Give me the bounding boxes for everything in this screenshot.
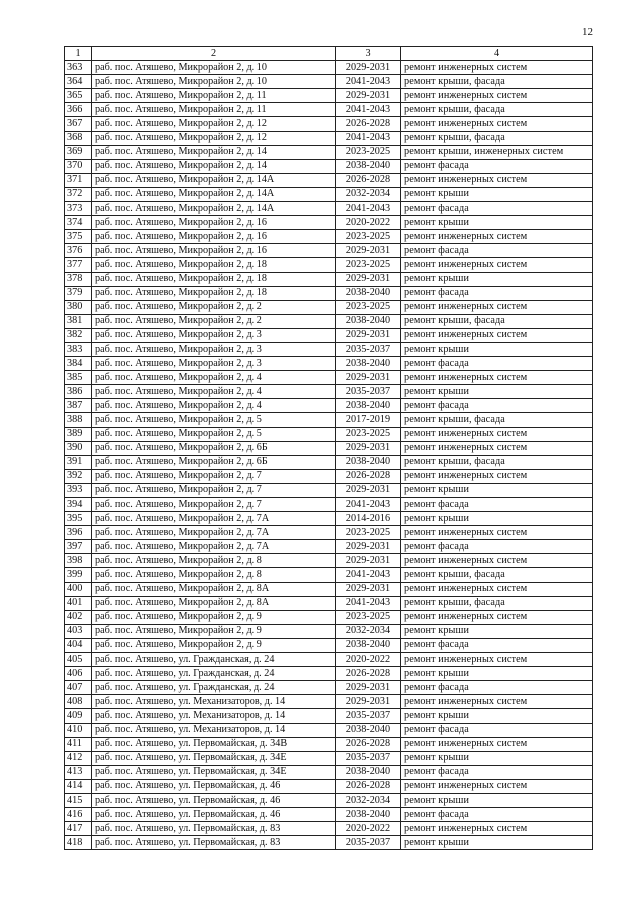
work-type-cell: ремонт инженерных систем — [401, 427, 593, 441]
address-cell: раб. пос. Атяшево, ул. Механизаторов, д. 14 — [92, 695, 336, 709]
address-cell: раб. пос. Атяшево, Микрорайон 2, д. 16 — [92, 216, 336, 230]
table-row — [65, 173, 593, 187]
address-cell: раб. пос. Атяшево, Микрорайон 2, д. 12 — [92, 131, 336, 145]
row-number-cell: 376 — [65, 244, 92, 258]
period-cell: 2038-2040 — [336, 808, 401, 822]
row-number-cell: 407 — [65, 681, 92, 695]
period-cell: 2023-2025 — [336, 258, 401, 272]
row-number-cell: 388 — [65, 413, 92, 427]
table-row — [65, 357, 593, 371]
period-cell: 2029-2031 — [336, 61, 401, 75]
address-cell: раб. пос. Атяшево, Микрорайон 2, д. 16 — [92, 230, 336, 244]
period-cell: 2041-2043 — [336, 498, 401, 512]
address-cell: раб. пос. Атяшево, Микрорайон 2, д. 14 — [92, 145, 336, 159]
period-cell: 2023-2025 — [336, 145, 401, 159]
period-cell: 2029-2031 — [336, 540, 401, 554]
row-number-cell: 401 — [65, 596, 92, 610]
period-cell: 2020-2022 — [336, 216, 401, 230]
work-type-cell: ремонт крыши — [401, 342, 593, 356]
work-type-cell: ремонт крыши, инженерных систем — [401, 145, 593, 159]
row-number-cell: 409 — [65, 709, 92, 723]
period-cell: 2023-2025 — [336, 300, 401, 314]
address-cell: раб. пос. Атяшево, Микрорайон 2, д. 11 — [92, 89, 336, 103]
work-type-cell: ремонт фасада — [401, 244, 593, 258]
period-cell: 2029-2031 — [336, 328, 401, 342]
address-cell: раб. пос. Атяшево, Микрорайон 2, д. 10 — [92, 61, 336, 75]
work-type-cell: ремонт инженерных систем — [401, 328, 593, 342]
address-cell: раб. пос. Атяшево, Микрорайон 2, д. 14А — [92, 202, 336, 216]
address-cell: раб. пос. Атяшево, ул. Механизаторов, д. 14 — [92, 723, 336, 737]
work-type-cell: ремонт крыши, фасада — [401, 314, 593, 328]
row-number-cell: 418 — [65, 836, 92, 850]
address-cell: раб. пос. Атяшево, Микрорайон 2, д. 7А — [92, 526, 336, 540]
address-cell: раб. пос. Атяшево, Микрорайон 2, д. 7 — [92, 498, 336, 512]
table-row — [65, 751, 593, 765]
period-cell: 2038-2040 — [336, 399, 401, 413]
address-cell: раб. пос. Атяшево, Микрорайон 2, д. 4 — [92, 385, 336, 399]
address-cell: раб. пос. Атяшево, Микрорайон 2, д. 18 — [92, 272, 336, 286]
row-number-cell: 385 — [65, 371, 92, 385]
row-number-cell: 387 — [65, 399, 92, 413]
table-row — [65, 667, 593, 681]
address-cell: раб. пос. Атяшево, Микрорайон 2, д. 14 — [92, 159, 336, 173]
address-cell: раб. пос. Атяшево, Микрорайон 2, д. 8 — [92, 554, 336, 568]
table-row — [65, 399, 593, 413]
row-number-cell: 365 — [65, 89, 92, 103]
table-row — [65, 681, 593, 695]
row-number-cell: 415 — [65, 793, 92, 807]
work-type-cell: ремонт фасада — [401, 723, 593, 737]
period-cell: 2029-2031 — [336, 272, 401, 286]
period-cell: 2029-2031 — [336, 441, 401, 455]
table-header-row — [65, 47, 593, 61]
row-number-cell: 398 — [65, 554, 92, 568]
work-type-cell: ремонт крыши — [401, 272, 593, 286]
period-cell: 2017-2019 — [336, 413, 401, 427]
address-cell: раб. пос. Атяшево, Микрорайон 2, д. 16 — [92, 244, 336, 258]
period-cell: 2035-2037 — [336, 342, 401, 356]
work-type-cell: ремонт фасада — [401, 638, 593, 652]
table-row — [65, 836, 593, 850]
period-cell: 2032-2034 — [336, 187, 401, 201]
address-cell: раб. пос. Атяшево, Микрорайон 2, д. 8А — [92, 596, 336, 610]
period-cell: 2029-2031 — [336, 371, 401, 385]
period-cell: 2014-2016 — [336, 512, 401, 526]
period-cell: 2029-2031 — [336, 244, 401, 258]
address-cell: раб. пос. Атяшево, Микрорайон 2, д. 3 — [92, 342, 336, 356]
row-number-cell: 380 — [65, 300, 92, 314]
period-cell: 2029-2031 — [336, 681, 401, 695]
address-cell: раб. пос. Атяшево, ул. Первомайская, д. 34Е — [92, 751, 336, 765]
work-type-cell: ремонт фасада — [401, 202, 593, 216]
table-row — [65, 822, 593, 836]
address-cell: раб. пос. Атяшево, Микрорайон 2, д. 7А — [92, 512, 336, 526]
row-number-cell: 399 — [65, 568, 92, 582]
table-row — [65, 526, 593, 540]
address-cell: раб. пос. Атяшево, Микрорайон 2, д. 7 — [92, 483, 336, 497]
header-col-period: 3 — [336, 47, 401, 61]
address-cell: раб. пос. Атяшево, Микрорайон 2, д. 11 — [92, 103, 336, 117]
table-row — [65, 328, 593, 342]
table-row — [65, 202, 593, 216]
row-number-cell: 397 — [65, 540, 92, 554]
period-cell: 2026-2028 — [336, 117, 401, 131]
row-number-cell: 372 — [65, 187, 92, 201]
table-row — [65, 413, 593, 427]
work-type-cell: ремонт инженерных систем — [401, 173, 593, 187]
row-number-cell: 369 — [65, 145, 92, 159]
row-number-cell: 410 — [65, 723, 92, 737]
address-cell: раб. пос. Атяшево, Микрорайон 2, д. 7 — [92, 469, 336, 483]
row-number-cell: 368 — [65, 131, 92, 145]
address-cell: раб. пос. Атяшево, Микрорайон 2, д. 5 — [92, 427, 336, 441]
period-cell: 2038-2040 — [336, 638, 401, 652]
address-cell: раб. пос. Атяшево, Микрорайон 2, д. 9 — [92, 610, 336, 624]
row-number-cell: 370 — [65, 159, 92, 173]
table-row — [65, 314, 593, 328]
table-row — [65, 808, 593, 822]
table-row — [65, 624, 593, 638]
table-row — [65, 61, 593, 75]
period-cell: 2026-2028 — [336, 667, 401, 681]
row-number-cell: 413 — [65, 765, 92, 779]
address-cell: раб. пос. Атяшево, ул. Гражданская, д. 24 — [92, 681, 336, 695]
table-row — [65, 244, 593, 258]
address-cell: раб. пос. Атяшево, Микрорайон 2, д. 18 — [92, 286, 336, 300]
work-type-cell: ремонт инженерных систем — [401, 258, 593, 272]
address-cell: раб. пос. Атяшево, Микрорайон 2, д. 9 — [92, 624, 336, 638]
table-row — [65, 441, 593, 455]
table-row — [65, 342, 593, 356]
table-row — [65, 258, 593, 272]
row-number-cell: 417 — [65, 822, 92, 836]
period-cell: 2023-2025 — [336, 526, 401, 540]
period-cell: 2035-2037 — [336, 385, 401, 399]
row-number-cell: 367 — [65, 117, 92, 131]
address-cell: раб. пос. Атяшево, ул. Первомайская, д. 34В — [92, 737, 336, 751]
address-cell: раб. пос. Атяшево, Микрорайон 2, д. 8 — [92, 568, 336, 582]
work-type-cell: ремонт инженерных систем — [401, 61, 593, 75]
work-type-cell: ремонт крыши — [401, 483, 593, 497]
page-number: 12 — [582, 26, 593, 38]
work-type-cell: ремонт крыши, фасада — [401, 455, 593, 469]
address-cell: раб. пос. Атяшево, ул. Механизаторов, д. 14 — [92, 709, 336, 723]
work-type-cell: ремонт крыши, фасада — [401, 131, 593, 145]
period-cell: 2038-2040 — [336, 314, 401, 328]
address-cell: раб. пос. Атяшево, Микрорайон 2, д. 6Б — [92, 455, 336, 469]
table-row — [65, 159, 593, 173]
table-row — [65, 596, 593, 610]
address-cell: раб. пос. Атяшево, Микрорайон 2, д. 3 — [92, 328, 336, 342]
table-row — [65, 89, 593, 103]
row-number-cell: 386 — [65, 385, 92, 399]
table-row — [65, 638, 593, 652]
row-number-cell: 402 — [65, 610, 92, 624]
address-cell: раб. пос. Атяшево, Микрорайон 2, д. 4 — [92, 371, 336, 385]
work-type-cell: ремонт крыши — [401, 187, 593, 201]
work-type-cell: ремонт инженерных систем — [401, 695, 593, 709]
work-type-cell: ремонт фасада — [401, 498, 593, 512]
address-cell: раб. пос. Атяшево, ул. Гражданская, д. 24 — [92, 667, 336, 681]
work-type-cell: ремонт фасада — [401, 808, 593, 822]
period-cell: 2038-2040 — [336, 765, 401, 779]
table-row — [65, 103, 593, 117]
work-type-cell: ремонт фасада — [401, 681, 593, 695]
work-type-cell: ремонт крыши — [401, 512, 593, 526]
row-number-cell: 392 — [65, 469, 92, 483]
address-cell: раб. пос. Атяшево, Микрорайон 2, д. 4 — [92, 399, 336, 413]
table-row — [65, 117, 593, 131]
address-cell: раб. пос. Атяшево, ул. Первомайская, д. 46 — [92, 808, 336, 822]
table-row — [65, 385, 593, 399]
row-number-cell: 377 — [65, 258, 92, 272]
table-row — [65, 469, 593, 483]
row-number-cell: 405 — [65, 653, 92, 667]
period-cell: 2041-2043 — [336, 103, 401, 117]
period-cell: 2029-2031 — [336, 554, 401, 568]
period-cell: 2026-2028 — [336, 173, 401, 187]
row-number-cell: 378 — [65, 272, 92, 286]
address-cell: раб. пос. Атяшево, ул. Первомайская, д. 83 — [92, 836, 336, 850]
row-number-cell: 391 — [65, 455, 92, 469]
work-type-cell: ремонт инженерных систем — [401, 230, 593, 244]
row-number-cell: 404 — [65, 638, 92, 652]
period-cell: 2038-2040 — [336, 159, 401, 173]
period-cell: 2041-2043 — [336, 131, 401, 145]
table-row — [65, 427, 593, 441]
period-cell: 2026-2028 — [336, 469, 401, 483]
address-cell: раб. пос. Атяшево, Микрорайон 2, д. 9 — [92, 638, 336, 652]
row-number-cell: 403 — [65, 624, 92, 638]
period-cell: 2041-2043 — [336, 75, 401, 89]
table-row — [65, 723, 593, 737]
work-type-cell: ремонт инженерных систем — [401, 554, 593, 568]
table-row — [65, 483, 593, 497]
table-body — [65, 61, 593, 850]
header-col-work: 4 — [401, 47, 593, 61]
table-row — [65, 286, 593, 300]
row-number-cell: 408 — [65, 695, 92, 709]
row-number-cell: 412 — [65, 751, 92, 765]
work-type-cell: ремонт инженерных систем — [401, 610, 593, 624]
table-row — [65, 75, 593, 89]
period-cell: 2041-2043 — [336, 202, 401, 216]
address-cell: раб. пос. Атяшево, Микрорайон 2, д. 7А — [92, 540, 336, 554]
period-cell: 2035-2037 — [336, 836, 401, 850]
address-cell: раб. пос. Атяшево, Микрорайон 2, д. 6Б — [92, 441, 336, 455]
work-type-cell: ремонт фасада — [401, 540, 593, 554]
work-type-cell: ремонт инженерных систем — [401, 89, 593, 103]
table-row — [65, 582, 593, 596]
address-cell: раб. пос. Атяшево, Микрорайон 2, д. 2 — [92, 300, 336, 314]
work-type-cell: ремонт инженерных систем — [401, 469, 593, 483]
period-cell: 2029-2031 — [336, 695, 401, 709]
period-cell: 2023-2025 — [336, 610, 401, 624]
address-cell: раб. пос. Атяшево, Микрорайон 2, д. 14А — [92, 187, 336, 201]
work-type-cell: ремонт инженерных систем — [401, 117, 593, 131]
work-type-cell: ремонт крыши — [401, 624, 593, 638]
table-row — [65, 610, 593, 624]
row-number-cell: 371 — [65, 173, 92, 187]
row-number-cell: 395 — [65, 512, 92, 526]
document-table — [64, 46, 593, 850]
work-type-cell: ремонт крыши, фасада — [401, 75, 593, 89]
work-type-cell: ремонт инженерных систем — [401, 822, 593, 836]
work-type-cell: ремонт фасада — [401, 357, 593, 371]
work-type-cell: ремонт инженерных систем — [401, 779, 593, 793]
row-number-cell: 366 — [65, 103, 92, 117]
work-type-cell: ремонт крыши — [401, 793, 593, 807]
table-row — [65, 709, 593, 723]
table-row — [65, 131, 593, 145]
table-row — [65, 554, 593, 568]
work-type-cell: ремонт крыши, фасада — [401, 596, 593, 610]
work-type-cell: ремонт крыши, фасада — [401, 413, 593, 427]
work-type-cell: ремонт инженерных систем — [401, 653, 593, 667]
table-row — [65, 568, 593, 582]
work-type-cell: ремонт инженерных систем — [401, 371, 593, 385]
address-cell: раб. пос. Атяшево, Микрорайон 2, д. 12 — [92, 117, 336, 131]
row-number-cell: 381 — [65, 314, 92, 328]
row-number-cell: 400 — [65, 582, 92, 596]
work-type-cell: ремонт инженерных систем — [401, 737, 593, 751]
work-type-cell: ремонт крыши — [401, 709, 593, 723]
header-col-number: 1 — [65, 47, 92, 61]
period-cell: 2041-2043 — [336, 596, 401, 610]
address-cell: раб. пос. Атяшево, Микрорайон 2, д. 14А — [92, 173, 336, 187]
work-type-cell: ремонт инженерных систем — [401, 582, 593, 596]
table-row — [65, 793, 593, 807]
table-row — [65, 455, 593, 469]
address-cell: раб. пос. Атяшево, Микрорайон 2, д. 3 — [92, 357, 336, 371]
row-number-cell: 396 — [65, 526, 92, 540]
work-type-cell: ремонт инженерных систем — [401, 526, 593, 540]
row-number-cell: 390 — [65, 441, 92, 455]
address-cell: раб. пос. Атяшево, Микрорайон 2, д. 8А — [92, 582, 336, 596]
period-cell: 2038-2040 — [336, 286, 401, 300]
row-number-cell: 382 — [65, 328, 92, 342]
table-row — [65, 300, 593, 314]
row-number-cell: 375 — [65, 230, 92, 244]
work-type-cell: ремонт инженерных систем — [401, 300, 593, 314]
period-cell: 2029-2031 — [336, 483, 401, 497]
header-col-address: 2 — [92, 47, 336, 61]
period-cell: 2026-2028 — [336, 737, 401, 751]
period-cell: 2020-2022 — [336, 822, 401, 836]
table-row — [65, 216, 593, 230]
period-cell: 2029-2031 — [336, 89, 401, 103]
row-number-cell: 416 — [65, 808, 92, 822]
row-number-cell: 411 — [65, 737, 92, 751]
table-row — [65, 498, 593, 512]
row-number-cell: 394 — [65, 498, 92, 512]
row-number-cell: 374 — [65, 216, 92, 230]
table-row — [65, 779, 593, 793]
row-number-cell: 384 — [65, 357, 92, 371]
period-cell: 2035-2037 — [336, 751, 401, 765]
period-cell: 2038-2040 — [336, 357, 401, 371]
work-type-cell: ремонт фасада — [401, 286, 593, 300]
table-row — [65, 765, 593, 779]
table-row — [65, 540, 593, 554]
address-cell: раб. пос. Атяшево, ул. Первомайская, д. 83 — [92, 822, 336, 836]
table-row — [65, 653, 593, 667]
period-cell: 2032-2034 — [336, 624, 401, 638]
period-cell: 2032-2034 — [336, 793, 401, 807]
address-cell: раб. пос. Атяшево, ул. Гражданская, д. 24 — [92, 653, 336, 667]
address-cell: раб. пос. Атяшево, Микрорайон 2, д. 2 — [92, 314, 336, 328]
table-row — [65, 512, 593, 526]
row-number-cell: 414 — [65, 779, 92, 793]
address-cell: раб. пос. Атяшево, Микрорайон 2, д. 18 — [92, 258, 336, 272]
address-cell: раб. пос. Атяшево, ул. Первомайская, д. 46 — [92, 793, 336, 807]
table-row — [65, 272, 593, 286]
address-cell: раб. пос. Атяшево, Микрорайон 2, д. 5 — [92, 413, 336, 427]
period-cell: 2020-2022 — [336, 653, 401, 667]
work-type-cell: ремонт крыши — [401, 836, 593, 850]
period-cell: 2026-2028 — [336, 779, 401, 793]
period-cell: 2041-2043 — [336, 568, 401, 582]
work-type-cell: ремонт инженерных систем — [401, 441, 593, 455]
address-cell: раб. пос. Атяшево, ул. Первомайская, д. 46 — [92, 779, 336, 793]
work-type-cell: ремонт фасада — [401, 765, 593, 779]
address-cell: раб. пос. Атяшево, ул. Первомайская, д. 34Е — [92, 765, 336, 779]
row-number-cell: 406 — [65, 667, 92, 681]
table-row — [65, 695, 593, 709]
row-number-cell: 389 — [65, 427, 92, 441]
period-cell: 2038-2040 — [336, 723, 401, 737]
row-number-cell: 363 — [65, 61, 92, 75]
period-cell: 2038-2040 — [336, 455, 401, 469]
work-type-cell: ремонт фасада — [401, 159, 593, 173]
table-row — [65, 145, 593, 159]
work-type-cell: ремонт крыши — [401, 667, 593, 681]
row-number-cell: 364 — [65, 75, 92, 89]
period-cell: 2029-2031 — [336, 582, 401, 596]
period-cell: 2035-2037 — [336, 709, 401, 723]
address-cell: раб. пос. Атяшево, Микрорайон 2, д. 10 — [92, 75, 336, 89]
work-type-cell: ремонт крыши — [401, 216, 593, 230]
row-number-cell: 383 — [65, 342, 92, 356]
row-number-cell: 393 — [65, 483, 92, 497]
work-type-cell: ремонт крыши, фасада — [401, 103, 593, 117]
work-type-cell: ремонт крыши — [401, 751, 593, 765]
work-type-cell: ремонт крыши — [401, 385, 593, 399]
work-type-cell: ремонт фасада — [401, 399, 593, 413]
period-cell: 2023-2025 — [336, 230, 401, 244]
row-number-cell: 373 — [65, 202, 92, 216]
table-row — [65, 230, 593, 244]
table-row — [65, 371, 593, 385]
work-type-cell: ремонт крыши, фасада — [401, 568, 593, 582]
table-row — [65, 187, 593, 201]
table-row — [65, 737, 593, 751]
row-number-cell: 379 — [65, 286, 92, 300]
period-cell: 2023-2025 — [336, 427, 401, 441]
